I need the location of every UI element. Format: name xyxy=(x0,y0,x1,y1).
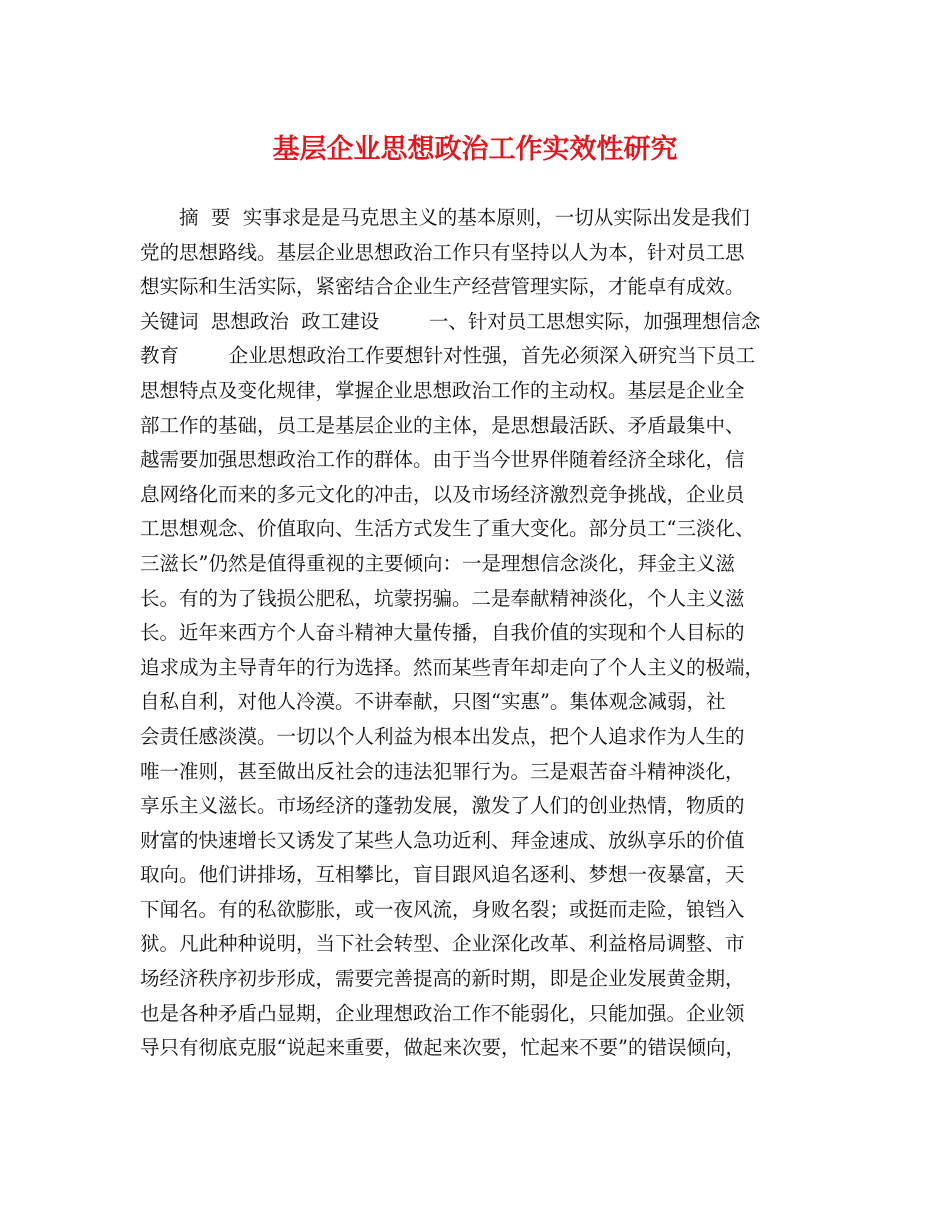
body-line: 长。有的为了钱损公肥私，坑蒙拐骗。二是奉献精神淡化，个人主义滋 xyxy=(140,586,745,610)
document-body xyxy=(140,201,820,1066)
body-line: 工思想观念、价值取向、生活方式发生了重大变化。部分员工“三淡化、 xyxy=(140,517,755,541)
body-line: 也是各种矛盾凸显期，企业理想政治工作不能弱化，只能加强。企业领 xyxy=(140,1001,745,1025)
body-line: 唯一准则，甚至做出反社会的违法犯罪行为。三是艰苦奋斗精神淡化， xyxy=(140,759,745,783)
body-line: 三滋长”仍然是值得重视的主要倾向：一是理想信念淡化，拜金主义滋 xyxy=(140,551,735,575)
body-line: 财富的快速增长又诱发了某些人急功近利、拜金速成、放纵享乐的价值 xyxy=(140,828,745,852)
body-line: 摘 要 实事求是是马克思主义的基本原则，一切从实际出发是我们 xyxy=(140,206,750,229)
body-line: 关键词 思想政治 政工建设 一、针对员工思想实际，加强理想信念 xyxy=(140,309,761,333)
body-line: 长。近年来西方个人奋斗精神大量传播，自我价值的实现和个人目标的 xyxy=(140,621,745,645)
body-line: 享乐主义滋长。市场经济的蓬勃发展，激发了人们的创业热情，物质的 xyxy=(140,794,745,818)
body-line: 息网络化而来的多元文化的冲击，以及市场经济激烈竞争挑战，企业员 xyxy=(140,482,745,506)
body-line: 场经济秩序初步形成，需要完善提高的新时期，即是企业发展黄金期， xyxy=(140,967,745,991)
body-line: 追求成为主导青年的行为选择。然而某些青年却走向了个人主义的极端， xyxy=(140,655,765,679)
document-title: 基层企业思想政治工作实效性研究 xyxy=(272,134,678,165)
body-line: 会责任感淡漠。一切以个人利益为根本出发点，把个人追求作为人生的 xyxy=(140,724,745,748)
body-line: 越需要加强思想政治工作的群体。由于当今世界伴随着经济全球化，信 xyxy=(140,448,745,472)
body-line: 想实际和生活实际，紧密结合企业生产经营管理实际，才能卓有成效。 xyxy=(140,275,745,299)
body-line: 导只有彻底克服“说起来重要，做起来次要，忙起来不要”的错误倾向， xyxy=(140,1036,745,1060)
body-line: 教育 企业思想政治工作要想针对性强，首先必须深入研究当下员工 xyxy=(140,344,756,368)
body-line: 狱。凡此种种说明，当下社会转型、企业深化改革、利益格局调整、市 xyxy=(140,932,745,956)
body-line: 部工作的基础，员工是基层企业的主体，是思想最活跃、矛盾最集中、 xyxy=(140,413,745,437)
body-line: 自私自利，对他人冷漠。不讲奉献，只图“实惠”。集体观念减弱，社 xyxy=(140,690,726,714)
body-line: 党的思想路线。基层企业思想政治工作只有坚持以人为本，针对员工思 xyxy=(140,240,745,264)
body-line: 下闻名。有的私欲膨胀，或一夜风流，身败名裂；或挺而走险，锒铛入 xyxy=(140,897,745,921)
body-line: 思想特点及变化规律，掌握企业思想政治工作的主动权。基层是企业全 xyxy=(140,378,745,402)
body-line: 取向。他们讲排场，互相攀比，盲目跟风追名逐利、梦想一夜暴富，天 xyxy=(140,863,745,887)
